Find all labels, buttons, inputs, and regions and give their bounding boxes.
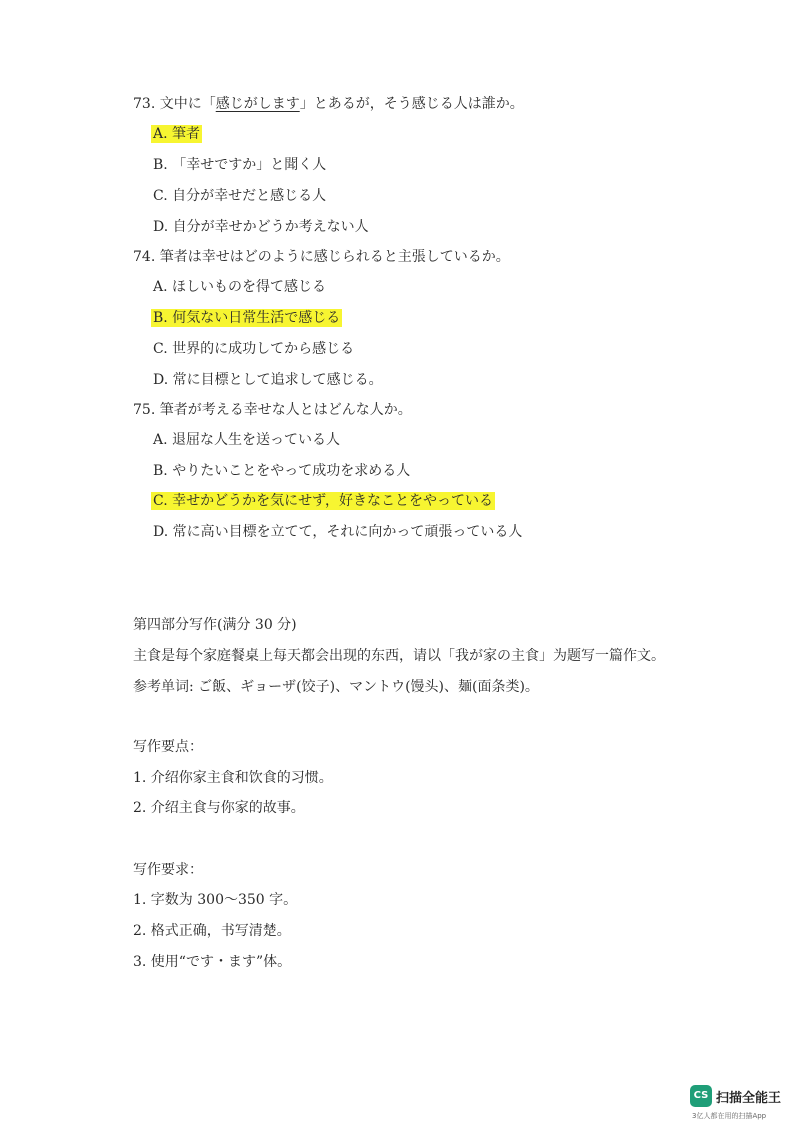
q73-stem-start: 文中に「 — [159, 96, 216, 112]
q73-option-b: B. 「幸せですか」と聞く人 — [153, 157, 327, 173]
scanner-watermark — [690, 1085, 790, 1125]
q74-option-c: C. 世界的に成功してから感じる — [153, 341, 355, 357]
camscanner-logo-icon: CS — [690, 1085, 712, 1107]
writing-points-heading: 写作要点： — [133, 739, 203, 755]
q74-option-b-text: B. 何気ない日常生活で感じる — [153, 310, 341, 326]
watermark-app-name: 扫描全能王 — [716, 1091, 782, 1106]
q73-stem-end: 」とあるが，そう感じる人は誰か。 — [299, 96, 524, 112]
q75-option-a: A. 退屈な人生を送っている人 — [153, 432, 341, 448]
q73-number: 73. — [133, 96, 156, 112]
writing-reference-words: 参考单词: ご飯、ギョーザ(饺子)、マントウ(馒头)、麺(面条类)。 — [133, 679, 539, 695]
writing-requirements-heading: 写作要求： — [133, 862, 203, 878]
q74-option-b — [151, 308, 342, 328]
writing-point-1: 1. 介绍你家主食和饮食的习惯。 — [133, 770, 333, 786]
q73-option-a-text: A. 筆者 — [153, 126, 201, 142]
q75-option-c-text: C. 幸せかどうかを気にせず，好きなことをやっている — [153, 493, 493, 509]
q73-stem — [133, 94, 524, 114]
q74-stem: 74. 筆者は幸せはどのように感じられると主張しているか。 — [133, 249, 510, 265]
q74-option-d: D. 常に目標として追求して感じる。 — [153, 372, 383, 388]
q75-option-c — [151, 491, 495, 511]
q73-option-a — [151, 124, 202, 144]
writing-requirement-2: 2. 格式正确，书写清楚。 — [133, 923, 291, 939]
writing-prompt: 主食是每个家庭餐桌上每天都会出现的东西，请以「我が家の主食」为题写一篇作文。 — [133, 648, 665, 664]
writing-point-2: 2. 介绍主食与你家的故事。 — [133, 800, 305, 816]
q73-option-d: D. 自分が幸せかどうか考えない人 — [153, 219, 369, 235]
watermark-tagline: 3亿人都在用的扫描App — [692, 1112, 767, 1120]
writing-requirement-1: 1. 字数为 300〜350 字。 — [133, 892, 298, 908]
q73-option-c: C. 自分が幸せだと感じる人 — [153, 188, 327, 204]
q74-option-a: A. ほしいものを得て感じる — [153, 279, 327, 295]
writing-section-title: 第四部分写作(满分 30 分) — [133, 617, 297, 633]
q73-underlined-phrase: 感じがします — [215, 96, 300, 112]
q75-stem: 75. 筆者が考える幸せな人とはどんな人か。 — [133, 402, 412, 418]
writing-requirement-3: 3. 使用“です・ます”体。 — [133, 954, 292, 970]
q75-option-b: B. やりたいことをやって成功を求める人 — [153, 463, 411, 479]
q75-option-d: D. 常に高い目標を立てて，それに向かって頑張っている人 — [153, 524, 523, 540]
